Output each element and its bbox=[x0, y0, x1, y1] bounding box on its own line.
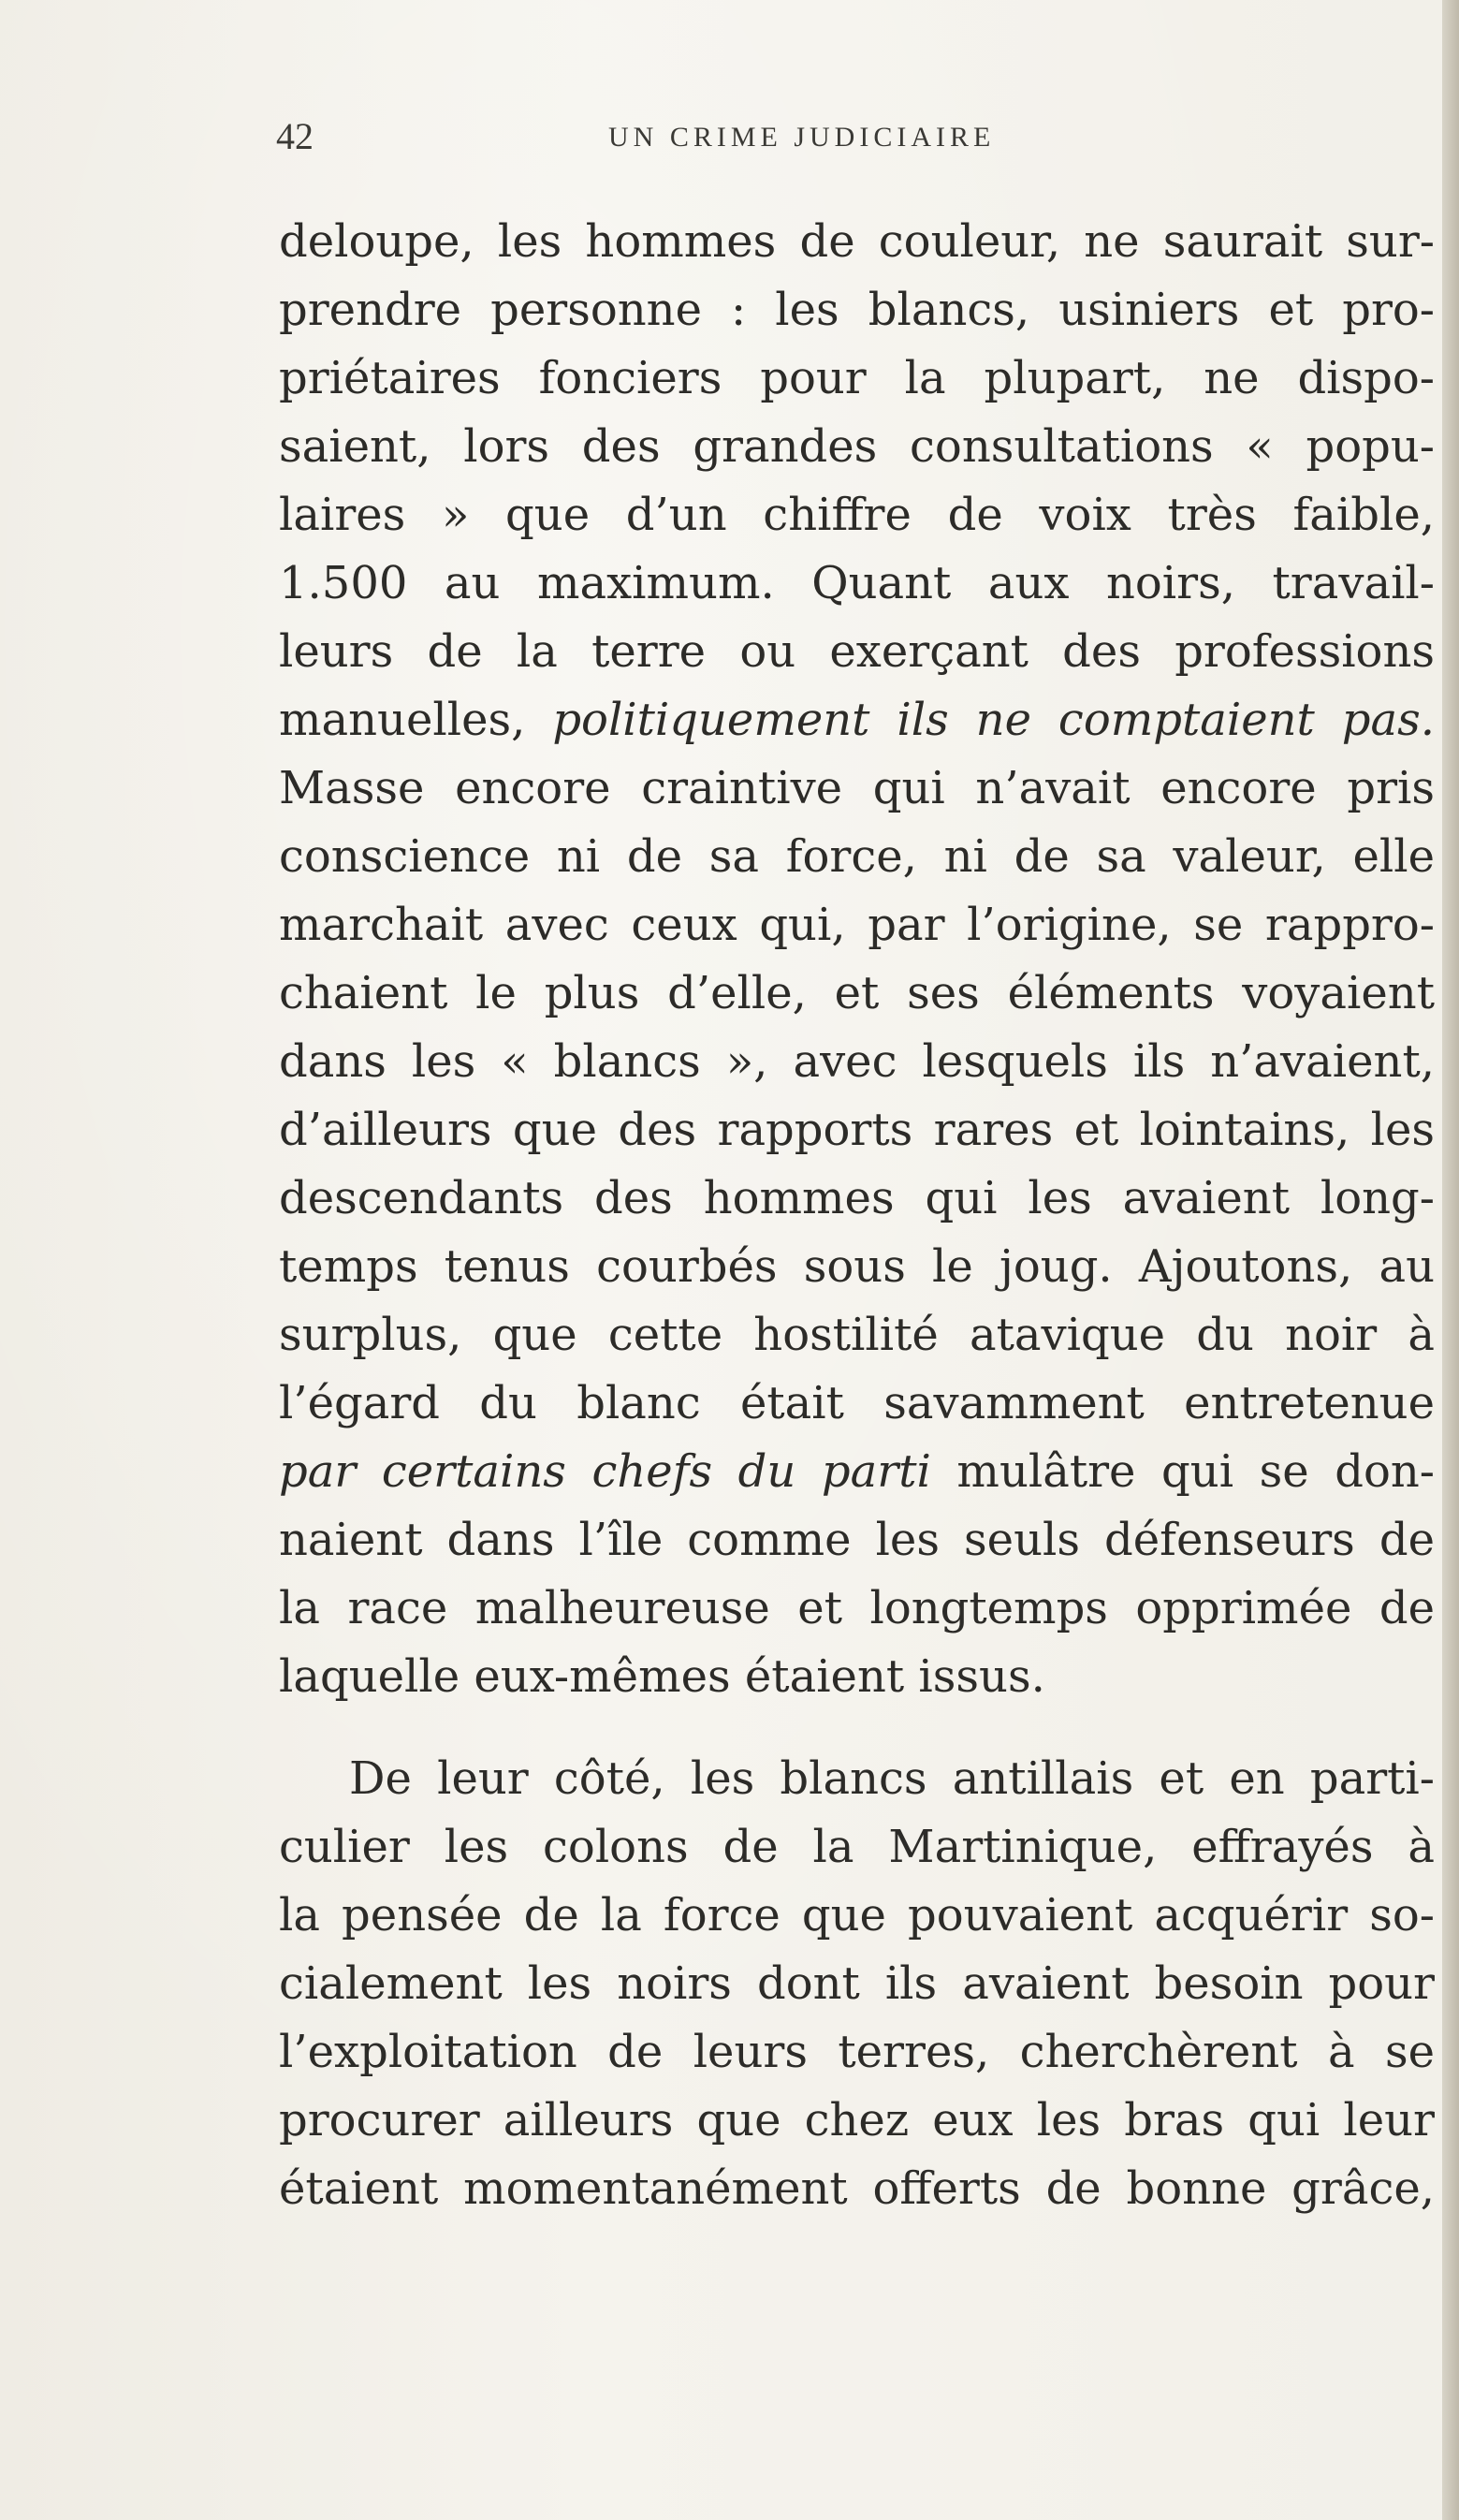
paragraph-1 bbox=[279, 208, 1435, 1711]
italic-text: par certains chefs du parti bbox=[279, 1445, 931, 1498]
text-line: conscience ni de sa force, ni de sa valeur, elle bbox=[279, 830, 1435, 883]
text-line bbox=[279, 1438, 1435, 1506]
text-line: culier les colons de la Martinique, effrayés à bbox=[279, 1821, 1435, 1873]
text-line: De leur côté, les blancs antillais et en parti- bbox=[349, 1752, 1435, 1805]
text-line: marchait avec ceux qui, par l’origine, se rappro- bbox=[279, 899, 1435, 951]
running-title: UN CRIME JUDICIAIRE bbox=[608, 122, 996, 153]
text-line: cialement les noirs dont ils avaient besoin pour bbox=[279, 1957, 1435, 2010]
text-line: naient dans l’île comme les seuls défenseurs de bbox=[279, 1514, 1435, 1566]
text-line: l’exploitation de leurs terres, cherchèrent à se bbox=[279, 2026, 1435, 2078]
text-line: deloupe, les hommes de couleur, ne saurait sur- bbox=[279, 215, 1435, 268]
paragraph-gap bbox=[279, 1711, 1435, 1745]
text-line: descendants des hommes qui les avaient long- bbox=[279, 1172, 1435, 1224]
text-line: chaient le plus d’elle, et ses éléments voyaient bbox=[279, 967, 1435, 1019]
italic-text: politiquement ils ne comptaient pas. bbox=[552, 694, 1435, 746]
text-line: leurs de la terre ou exerçant des professions bbox=[279, 625, 1435, 678]
text-line: la race malheureuse et longtemps opprimée de bbox=[279, 1582, 1435, 1634]
text-line bbox=[279, 686, 1435, 755]
page-number: 42 bbox=[276, 115, 314, 157]
text-line: temps tenus courbés sous le joug. Ajoutons, au bbox=[279, 1240, 1435, 1293]
text-line: laires » que d’un chiffre de voix très faible, bbox=[279, 489, 1435, 541]
text-line: laquelle eux-mêmes étaient issus. bbox=[279, 1650, 1045, 1703]
text-line: dans les « blancs », avec lesquels ils n’avaient, bbox=[279, 1035, 1435, 1088]
text-line: surplus, que cette hostilité atavique du noir à bbox=[279, 1309, 1435, 1361]
text-line: 1.500 au maximum. Quant aux noirs, travail- bbox=[279, 557, 1435, 609]
page-header bbox=[276, 114, 1090, 170]
text-line: saient, lors des grandes consultations « popu- bbox=[279, 420, 1435, 473]
text-span: mulâtre qui se don- bbox=[930, 1445, 1435, 1498]
text-line: Masse encore craintive qui n’avait encore pris bbox=[279, 762, 1435, 814]
text-line: d’ailleurs que des rapports rares et lointains, les bbox=[279, 1104, 1435, 1156]
body-text bbox=[279, 208, 1435, 2223]
text-line: prendre personne : les blancs, usiniers et pro- bbox=[279, 284, 1435, 336]
text-line: procurer ailleurs que chez eux les bras qui leur bbox=[279, 2094, 1435, 2146]
text-line: étaient momentanément offerts de bonne grâce, bbox=[279, 2162, 1435, 2215]
text-line: l’égard du blanc était savamment entretenue bbox=[279, 1377, 1435, 1429]
text-span: manuelles, bbox=[279, 694, 553, 746]
text-line: priétaires fonciers pour la plupart, ne dispo- bbox=[279, 352, 1435, 404]
page-edge bbox=[1442, 0, 1459, 2520]
paragraph-2 bbox=[279, 1745, 1435, 2223]
text-line: la pensée de la force que pouvaient acquérir so- bbox=[279, 1889, 1435, 1941]
